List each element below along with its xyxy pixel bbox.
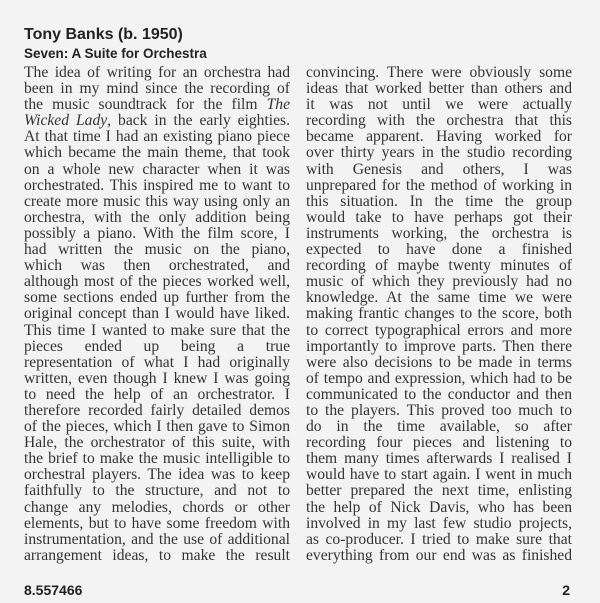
text-line (306, 145, 572, 161)
text-line (306, 467, 572, 483)
text-segment: unprepared for the method of working in (306, 176, 572, 194)
text-line (306, 532, 572, 548)
text-segment: would take to have perhaps got their (306, 208, 572, 226)
text-line (306, 387, 572, 403)
text-line (24, 339, 290, 355)
text-segment: recording four pieces and listening to (306, 434, 572, 452)
composer-title: Tony Banks (b. 1950) (24, 26, 183, 43)
text-segment: of the pieces, which I then gave to Simon (24, 418, 290, 436)
text-segment: had written the music on the piano, (24, 241, 290, 259)
text-line (24, 516, 290, 532)
text-line (24, 129, 290, 145)
text-segment: became apparent. Having worked for (306, 128, 572, 146)
text-segment: it was not until we were actually (306, 96, 572, 114)
text-segment: the help of Nick Davis, who has been (306, 498, 572, 516)
catalog-number: 8.557466 (24, 582, 83, 598)
text-line (24, 242, 290, 258)
text-line (24, 548, 290, 564)
text-line (306, 451, 572, 467)
text-line (306, 483, 572, 499)
text-segment: arrangement ideas, to make the result (24, 546, 290, 564)
text-line (306, 242, 572, 258)
text-segment: instruments working, the orchestra is (306, 224, 572, 242)
text-segment: involved in my last few studio projects, (306, 514, 572, 532)
text-segment: written, even though I knew I was going (24, 369, 290, 387)
text-line (24, 532, 290, 548)
text-line (306, 129, 572, 145)
text-segment: importantly to improve parts. Then there (306, 337, 572, 355)
body-column-left (24, 65, 290, 564)
text-segment: possibly a piano. With the film score, I (24, 224, 290, 242)
text-segment: expected to have done a finished (306, 241, 572, 259)
text-line (24, 323, 290, 339)
text-segment: to correct typographical errors and more (306, 321, 572, 339)
text-segment: therefore recorded fairly detailed demos (24, 401, 290, 419)
text-line (24, 306, 290, 322)
text-segment: were also decisions to be made in terms (306, 353, 572, 371)
text-line (24, 387, 290, 403)
text-segment: although most of the pieces worked well, (24, 273, 290, 291)
text-segment: pieces ended up being a true (24, 337, 290, 355)
text-segment: faithfully to the structure, and not to (24, 482, 290, 500)
text-line (306, 258, 572, 274)
text-segment: everything from our end was as finished (306, 546, 572, 564)
text-line (306, 516, 572, 532)
text-segment: The idea of writing for an orchestra had (24, 64, 290, 81)
text-segment: which became the main theme, that took (24, 144, 290, 162)
text-segment: better prepared the next time, enlisting (306, 482, 572, 500)
text-segment: over thirty years in the studio recording (306, 144, 572, 162)
text-line (24, 97, 290, 113)
text-line (306, 97, 572, 113)
text-segment: orchestral players. The idea was to keep (24, 466, 290, 484)
text-line (24, 483, 290, 499)
text-segment: some sections ended up further from the (24, 289, 290, 307)
text-line (306, 81, 572, 97)
text-line (306, 500, 572, 516)
text-line (24, 81, 290, 97)
italic-title-text: Wicked Lady (24, 112, 108, 130)
text-segment: orchestra, with the only addition being (24, 208, 290, 226)
text-segment: instrumentation, and the use of additional (24, 530, 290, 548)
text-line (306, 65, 572, 81)
text-segment: making frantic changes to the score, both (306, 305, 572, 323)
text-segment: communicated to the conductor and then (306, 385, 572, 403)
text-segment: music of which they previously had no (306, 273, 572, 291)
text-line (24, 274, 290, 290)
text-line (24, 451, 290, 467)
body-column-right (306, 65, 572, 564)
text-line (306, 226, 572, 242)
text-line (306, 403, 572, 419)
text-segment: change any melodies, chords or other (24, 498, 290, 516)
text-segment: recording of maybe twenty minutes of (306, 257, 572, 275)
text-line (306, 339, 572, 355)
text-line (24, 210, 290, 226)
text-line (306, 355, 572, 371)
text-segment: with Genesis and others, I was (306, 160, 572, 178)
text-segment: this situation. In the time the group (306, 192, 572, 210)
text-line (306, 371, 572, 387)
text-segment: orchestrated. This inspired me to want to (24, 176, 290, 194)
text-line (306, 419, 572, 435)
text-line (306, 210, 572, 226)
text-segment: as co-producer. I tried to make sure that (306, 530, 572, 548)
text-segment: representation of what I had originally (24, 353, 290, 371)
text-line (24, 500, 290, 516)
text-segment: to need the help of an orchestrator. I (24, 385, 290, 403)
text-segment: At that time I had an existing piano piece (24, 128, 290, 146)
text-segment: the music soundtrack for the film (24, 96, 267, 114)
text-segment: them many times afterwards I realised I (306, 450, 572, 468)
text-line (306, 178, 572, 194)
text-line (306, 306, 572, 322)
text-line (24, 419, 290, 435)
text-line (306, 290, 572, 306)
text-segment: recording with the orchestra that this (306, 112, 572, 130)
text-line (24, 145, 290, 161)
text-segment: ideas that worked better than others and (306, 80, 572, 98)
text-line (24, 258, 290, 274)
text-segment: the brief to make the music intelligible to (24, 450, 290, 468)
text-line (24, 226, 290, 242)
text-line (24, 162, 290, 178)
text-segment: knowledge. At the same time we were (306, 289, 572, 307)
text-segment: original concept than I would have liked. (24, 305, 290, 323)
text-line (306, 323, 572, 339)
text-line (24, 290, 290, 306)
text-line (306, 435, 572, 451)
text-line (24, 113, 290, 129)
text-segment: do in the time available, so after (306, 418, 572, 436)
work-subtitle: Seven: A Suite for Orchestra (24, 46, 207, 61)
text-line (24, 435, 290, 451)
text-line (306, 162, 572, 178)
text-line (24, 65, 290, 81)
text-line (306, 194, 572, 210)
text-segment: Hale, the orchestrator of this suite, with (24, 434, 290, 452)
text-segment: This time I wanted to make sure that the (24, 321, 290, 339)
italic-title-text: The (266, 96, 290, 114)
text-segment: of tempo and expression, which had to be (306, 369, 572, 387)
text-line (24, 194, 290, 210)
text-segment: create more music this way using only an (24, 192, 290, 210)
text-segment: on a whole new character when it was (24, 160, 290, 178)
text-segment: been in my mind since the recording of (24, 80, 290, 98)
page-number: 2 (562, 582, 570, 598)
text-line (24, 355, 290, 371)
text-line (306, 548, 572, 564)
text-segment: convincing. There were obviously some (306, 64, 572, 81)
text-line (24, 467, 290, 483)
text-segment: to the players. This proved too much to (306, 401, 572, 419)
text-line (24, 178, 290, 194)
text-line (306, 113, 572, 129)
text-segment: elements, but to have some freedom with (24, 514, 290, 532)
text-line (24, 371, 290, 387)
text-line (24, 403, 290, 419)
text-segment: which was then orchestrated, and (24, 257, 290, 275)
text-segment: would have to start again. I went in much (306, 466, 572, 484)
text-line (306, 274, 572, 290)
text-segment: , back in the early eighties. (107, 112, 291, 130)
